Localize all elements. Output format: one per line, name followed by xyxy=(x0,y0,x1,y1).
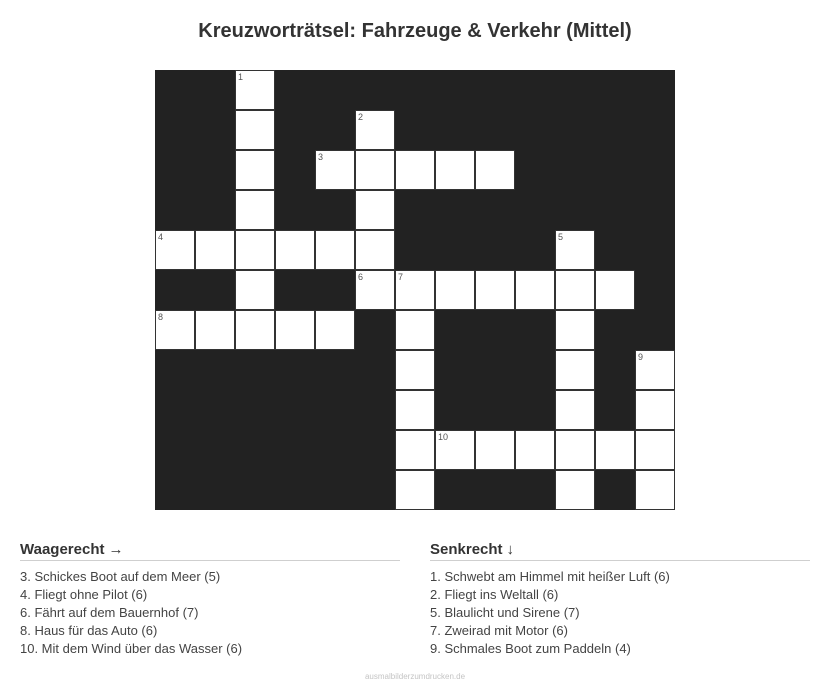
page-title: Kreuzworträtsel: Fahrzeuge & Verkehr (Mittel) xyxy=(198,20,632,42)
grid-cell[interactable] xyxy=(635,390,675,430)
grid-cell[interactable] xyxy=(275,310,315,350)
grid-cell[interactable] xyxy=(475,430,515,470)
grid-cell[interactable] xyxy=(315,310,355,350)
clue-number: 1 xyxy=(238,72,244,82)
grid-cell[interactable] xyxy=(555,470,595,510)
grid-cell[interactable] xyxy=(515,430,555,470)
clue-number: 7 xyxy=(398,272,404,282)
clue-across-4: 4. Fliegt ohne Pilot (6) xyxy=(20,587,148,602)
across-clues xyxy=(20,541,400,658)
across-heading-text: Waagerecht xyxy=(20,541,105,558)
grid-cell[interactable] xyxy=(395,430,435,470)
clue-across-6: 6. Fährt auf dem Bauernhof (7) xyxy=(20,605,199,620)
grid-cell[interactable] xyxy=(475,270,515,310)
grid-cell[interactable] xyxy=(435,430,475,470)
clue-down-7: 7. Zweirad mit Motor (6) xyxy=(430,623,568,638)
grid-cell[interactable] xyxy=(555,350,595,390)
grid-cell[interactable] xyxy=(355,190,395,230)
grid-cell[interactable] xyxy=(235,270,275,310)
grid-cell[interactable] xyxy=(435,270,475,310)
grid-cell[interactable] xyxy=(635,430,675,470)
clue-down-2: 2. Fliegt ins Weltall (6) xyxy=(430,587,559,602)
grid-cell[interactable] xyxy=(635,470,675,510)
grid-cell[interactable] xyxy=(555,270,595,310)
grid-cell[interactable] xyxy=(355,150,395,190)
clue-across-3: 3. Schickes Boot auf dem Meer (5) xyxy=(20,569,221,584)
grid-cell[interactable] xyxy=(235,310,275,350)
grid-cell[interactable] xyxy=(515,270,555,310)
grid-cell[interactable] xyxy=(555,430,595,470)
across-heading xyxy=(20,541,400,561)
grid-cell[interactable] xyxy=(275,230,315,270)
grid-cell[interactable] xyxy=(395,350,435,390)
arrow-right-icon: → xyxy=(108,541,124,558)
down-heading xyxy=(430,541,810,561)
clue-down-5: 5. Blaulicht und Sirene (7) xyxy=(430,605,580,620)
grid-cell[interactable] xyxy=(355,230,395,270)
clue-across-8: 8. Haus für das Auto (6) xyxy=(20,623,158,638)
footer-credit: ausmalbilderzumdrucken.de xyxy=(364,672,466,681)
clue-number: 10 xyxy=(438,432,449,442)
grid-cell[interactable] xyxy=(555,390,595,430)
clue-down-9: 9. Schmales Boot zum Paddeln (4) xyxy=(430,641,631,656)
grid-cell[interactable] xyxy=(235,70,275,110)
clue-number: 2 xyxy=(358,112,364,122)
grid-cell[interactable] xyxy=(235,110,275,150)
grid-cell[interactable] xyxy=(395,310,435,350)
down-heading-text: Senkrecht xyxy=(430,541,503,558)
grid-cell[interactable] xyxy=(355,110,395,150)
grid-cell[interactable] xyxy=(235,190,275,230)
clue-number: 9 xyxy=(638,352,644,362)
grid-cell[interactable] xyxy=(635,350,675,390)
grid-cell[interactable] xyxy=(195,310,235,350)
grid-cell[interactable] xyxy=(555,230,595,270)
grid-cell[interactable] xyxy=(355,270,395,310)
grid-cell[interactable] xyxy=(435,150,475,190)
clue-number: 6 xyxy=(358,272,364,282)
grid-cell[interactable] xyxy=(195,230,235,270)
grid-cell[interactable] xyxy=(235,150,275,190)
grid-cell[interactable] xyxy=(155,310,195,350)
grid-cell[interactable] xyxy=(395,470,435,510)
clue-across-10: 10. Mit dem Wind über das Wasser (6) xyxy=(20,641,243,656)
clue-number: 8 xyxy=(158,312,164,322)
clue-number: 5 xyxy=(558,232,564,242)
crossword-grid xyxy=(155,70,675,510)
grid-cell[interactable] xyxy=(315,150,355,190)
clue-number: 4 xyxy=(158,232,164,242)
down-clues xyxy=(430,541,810,658)
grid-cell[interactable] xyxy=(395,150,435,190)
grid-cell[interactable] xyxy=(595,430,635,470)
arrow-down-icon: ↓ xyxy=(506,541,515,558)
clue-number: 3 xyxy=(318,152,324,162)
grid-cell[interactable] xyxy=(395,270,435,310)
grid-cell[interactable] xyxy=(555,310,595,350)
grid-cell[interactable] xyxy=(475,150,515,190)
clue-down-1: 1. Schwebt am Himmel mit heißer Luft (6) xyxy=(430,569,670,584)
grid-cell[interactable] xyxy=(235,230,275,270)
grid-cell[interactable] xyxy=(395,390,435,430)
grid-cell[interactable] xyxy=(595,270,635,310)
grid-cell[interactable] xyxy=(315,230,355,270)
grid-cell[interactable] xyxy=(155,230,195,270)
